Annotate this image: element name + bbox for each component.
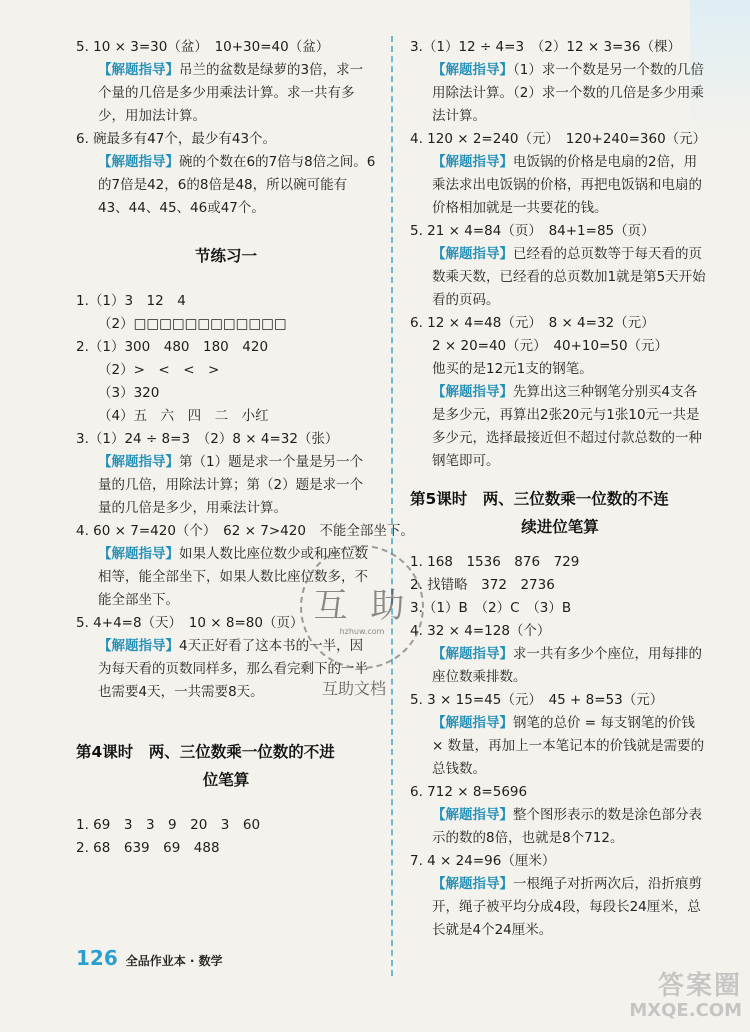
site-logo-url: MXQE.COM (629, 1000, 742, 1021)
answer-line: 5. 4+4=8（天） 10 × 8=80（页） (76, 615, 304, 631)
solution-guide (410, 643, 710, 689)
solution-guide (76, 451, 376, 520)
answer-line: 2. 68 639 69 488 (76, 840, 220, 856)
solution-guide (410, 712, 710, 781)
guide-text: 4天正好看了这本书的一半，因为每天看的页数同样多，那么看完剩下的一半也需要4天，一共需要8天。 (98, 638, 368, 700)
solution-guide (410, 873, 710, 942)
answer-line: （3）320 (98, 385, 160, 401)
answer-line: 3.（1）24 ÷ 8=3 （2）8 × 4=32（张） (76, 431, 339, 447)
watermark-small-text: hzhuw.com (339, 627, 385, 636)
guide-text: 先算出这三种钢笔分别买4支各是多少元，再算出2张20元与1张10元一共是多少元，选择最接近但不超过付款总数的一种钢笔即可。 (432, 384, 702, 469)
guide-text: 第（1）题是求一个量是另一个量的几倍，用除法计算；第（2）题是求一个量的几倍是多少，用乘法计算。 (98, 454, 364, 516)
guide-tag: 【解题指导】 (98, 638, 179, 654)
answer-line: 6. 碗最多有47个，最少有43个。 (76, 131, 277, 147)
guide-tag: 【解题指导】 (432, 62, 513, 78)
answer-line: 4. 60 × 7=420（个） 62 × 7>420 不能全部坐下。 (76, 523, 414, 539)
guide-tag: 【解题指导】 (432, 246, 513, 262)
right-column (410, 36, 710, 942)
site-logo: 答案圈 (657, 971, 742, 1001)
section-title-continued: 位笔算 (202, 771, 250, 789)
answer-line: 4. 32 × 4=128（个） (410, 623, 551, 639)
guide-tag: 【解题指导】 (98, 546, 179, 562)
guide-tag: 【解题指导】 (432, 715, 513, 731)
solution-guide (76, 151, 376, 220)
answer-line: 6. 712 × 8=5696 (410, 784, 528, 800)
guide-tag: 【解题指导】 (98, 154, 179, 170)
section-title: 第4课时 两、三位数乘一位数的不进 (76, 743, 335, 761)
solution-guide (410, 243, 710, 312)
guide-tag: 【解题指导】 (432, 807, 513, 823)
answer-line: 1. 168 1536 876 729 (410, 554, 580, 570)
guide-text: 吊兰的盆数是绿萝的3倍，求一个量的几倍是多少用乘法计算。求一共有多少，用加法计算。 (98, 62, 364, 124)
solution-guide (410, 151, 710, 220)
guide-tag: 【解题指导】 (432, 876, 513, 892)
guide-text: 已经看的总页数等于每天看的页数乘天数，已经看的总页数加1就是第5天开始看的页码。 (432, 246, 706, 308)
guide-text: 电饭锅的价格是电扇的2倍，用乘法求出电饭锅的价格，再把电饭锅和电扇的价格相加就是一共要花的钱。 (432, 154, 702, 216)
answer-line: （4）五 六 四 二 小红 (98, 408, 269, 424)
guide-text: （1）求一个数是另一个数的几倍用除法计算。（2）求一个数的几倍是多少用乘法计算。 (432, 62, 704, 124)
solution-guide (410, 381, 710, 473)
answer-line: 3.（1）B （2）C （3）B (410, 600, 572, 616)
watermark-stamp (300, 545, 424, 669)
section-title-continued: 续进位笔算 (521, 518, 599, 536)
answer-line: 2. 找错略 372 2736 (410, 577, 555, 593)
section-title: 节练习一 (194, 247, 257, 265)
column-divider (391, 36, 393, 976)
book-title: 全品作业本 · 数学 (125, 954, 223, 968)
solution-guide (76, 59, 376, 128)
answer-line: 3.（1）12 ÷ 4=3 （2）12 × 3=36（棵） (410, 39, 682, 55)
solution-guide (410, 59, 710, 128)
answer-line: 6. 12 × 4=48（元） 8 × 4=32（元） (410, 315, 655, 331)
watermark-big-text: 互 助 (313, 586, 411, 626)
answer-line: 1.（1）3 12 4 (76, 293, 186, 309)
guide-tag: 【解题指导】 (432, 384, 513, 400)
guide-text: 碗的个数在6的7倍与8倍之间。6的7倍是42，6的8倍是48，所以碗可能有43、44、45、46或47个。 (98, 154, 376, 216)
answer-line: 1. 69 3 3 9 20 3 60 (76, 817, 261, 833)
guide-text: 钢笔的总价 = 每支钢笔的价钱 × 数量，再加上一本笔记本的价钱就是需要的总钱数。 (432, 715, 705, 777)
page-number: 126 (76, 946, 118, 970)
answer-line: 5. 21 × 4=84（页） 84+1=85（页） (410, 223, 655, 239)
guide-text: 一根绳子对折两次后，沿折痕剪开，绳子被平均分成4段，每段长24厘米，总长就是4个24厘米。 (432, 876, 702, 938)
guide-text: 求一共有多少个座位，用每排的座位数乘排数。 (432, 646, 702, 685)
answer-line: 4. 120 × 2=240（元） 120+240=360（元） (410, 131, 707, 147)
left-column (76, 36, 414, 860)
solution-guide (410, 804, 710, 850)
answer-line: 7. 4 × 24=96（厘米） (410, 853, 556, 869)
guide-tag: 【解题指导】 (432, 646, 513, 662)
answer-line: 2.（1）300 480 180 420 (76, 339, 269, 355)
guide-text: 如果人数比座位数少或和座位数相等，能全部坐下，如果人数比座位数多，不能全部坐下。 (98, 546, 368, 608)
guide-text: 整个图形表示的数是涂色部分表示的数的8倍，也就是8个712。 (432, 807, 702, 846)
answer-line: 2 × 20=40（元） 40+10=50（元） (432, 338, 669, 354)
watermark-caption: 互助文档 (322, 679, 387, 698)
guide-tag: 【解题指导】 (98, 454, 179, 470)
section-title: 第5课时 两、三位数乘一位数的不连 (410, 490, 669, 508)
answer-line: 5. 3 × 15=45（元） 45 + 8=53（元） (410, 692, 664, 708)
page-footer (76, 946, 223, 970)
answer-line: 他买的是12元1支的钢笔。 (432, 361, 593, 377)
guide-tag: 【解题指导】 (432, 154, 513, 170)
answer-line: 5. 10 × 3=30（盆） 10+30=40（盆） (76, 39, 330, 55)
answer-line: （2）> < < > (98, 362, 220, 378)
guide-tag: 【解题指导】 (98, 62, 179, 78)
answer-line: （2）□□□□□□□□□□□□ (98, 316, 287, 332)
